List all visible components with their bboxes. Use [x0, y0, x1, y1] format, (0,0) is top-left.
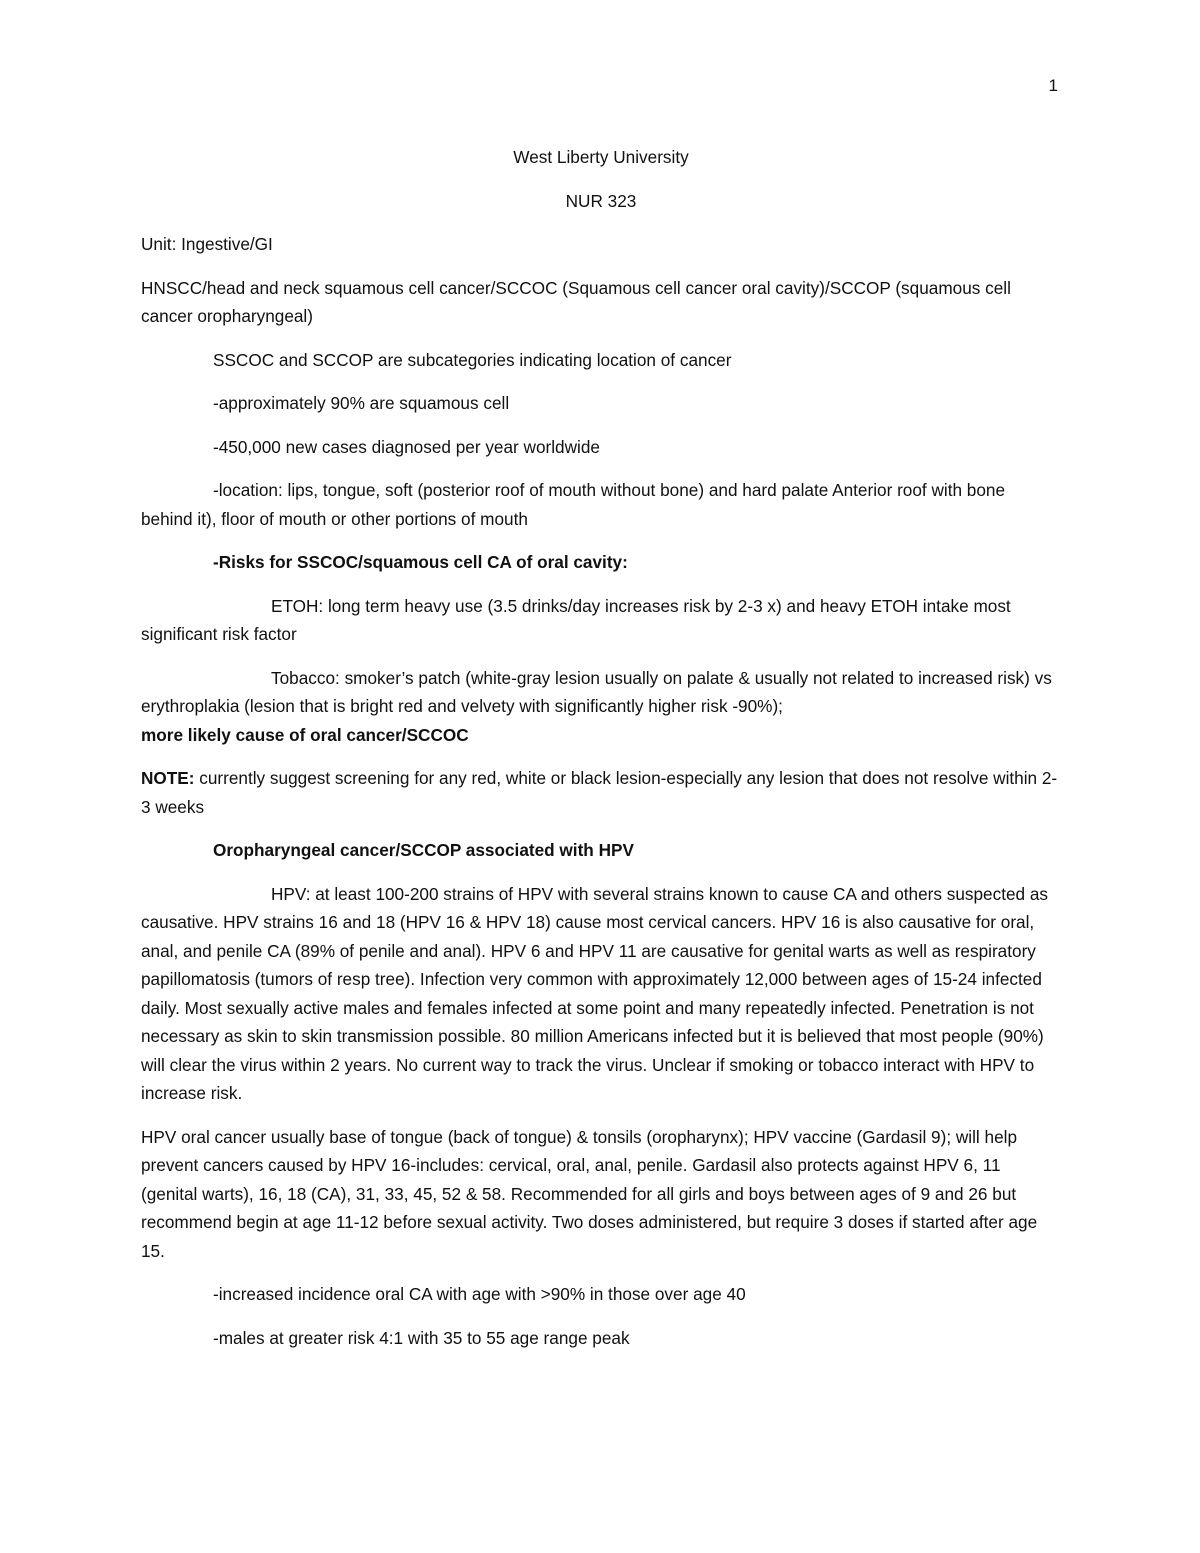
note-label: NOTE: — [141, 768, 195, 788]
hpv-oral-paragraph: HPV oral cancer usually base of tongue (back of tongue) & tonsils (oropharynx); HPV vaccine (Gardasil 9); will help prevent cancers caused by HPV 16-includes: cervical, oral, anal, penile. Gardasil also protects against HPV 6, 11 (genital warts), 16, 18 (CA), 31, 33, 45, 52 & 58. Recommended for all girls and boys between ages of 9 and 26 but recommend begin at age 11-12 before sexual activity. Two doses administered, but require 3 doses if started after age 15. — [141, 1126, 1038, 1261]
tobacco-bold-text: more likely cause of oral cancer/SCCOC — [141, 724, 469, 745]
squamous-percent-line: -approximately 90% are squamous cell — [213, 393, 510, 413]
hpv-heading: Oropharyngeal cancer/SCCOP associated with HPV — [213, 840, 634, 860]
note-paragraph — [141, 764, 1061, 821]
unit-line: Unit: Ingestive/GI — [141, 234, 273, 254]
hpv-paragraph: HPV: at least 100-200 strains of HPV with several strains known to cause CA and others suspected as causative. HPV strains 16 and 18 (HPV 16 & HPV 18) cause most cervical cancers. HPV 16 is also causative for oral, anal, and penile CA (89% of penile and anal). HPV 6 and HPV 11 are causative for genital warts as well as respiratory papillomatosis (tumors of resp tree). Infection very common with approximately 12,000 between ages of 15-24 infected daily. Most sexually active males and females infected at some point and many repeatedly infected. Penetration is not necessary as skin to skin transmission possible. 80 million Americans infected but it is believed that most people (90%) will clear the virus within 2 years. No current way to track the virus. Unclear if smoking or tobacco interact with HPV to increase risk. — [141, 883, 1049, 1103]
tobacco-text: Tobacco: smoker’s patch (white-gray lesion usually on palate & usually not related to increased risk) vs erythroplakia (lesion that is bright red and velvety with significantly higher risk -90%); — [141, 667, 1052, 716]
document-body — [141, 143, 1061, 1367]
institution-title: West Liberty University — [513, 147, 689, 167]
note-text: currently suggest screening for any red, white or black lesion-especially any lesion that does not resolve within 2-3 weeks — [141, 768, 1058, 817]
course-title: NUR 323 — [565, 190, 637, 211]
new-cases-line: -450,000 new cases diagnosed per year worldwide — [213, 436, 600, 457]
etoh-paragraph: ETOH: long term heavy use (3.5 drinks/day increases risk by 2-3 x) and heavy ETOH intake most significant risk factor — [141, 595, 1011, 644]
location-line: -location: lips, tongue, soft (posterior roof of mouth without bone) and hard palate Anterior roof with bone behind it), floor of mouth or other portions of mouth — [141, 480, 1006, 529]
topic-line: HNSCC/head and neck squamous cell cancer/SCCOC (Squamous cell cancer oral cavity)/SCCOP (squamous cell cancer oropharyngeal) — [141, 277, 1011, 326]
males-risk-line: -males at greater risk 4:1 with 35 to 55 age range peak — [213, 1327, 630, 1348]
incidence-age-line: -increased incidence oral CA with age with >90% in those over age 40 — [213, 1284, 746, 1304]
risks-heading: -Risks for SSCOC/squamous cell CA of oral cavity: — [213, 552, 628, 572]
subcategories-line: SSCOC and SCCOP are subcategories indicating location of cancer — [213, 349, 732, 370]
tobacco-paragraph — [141, 664, 1061, 750]
page-number: 1 — [1048, 76, 1058, 95]
